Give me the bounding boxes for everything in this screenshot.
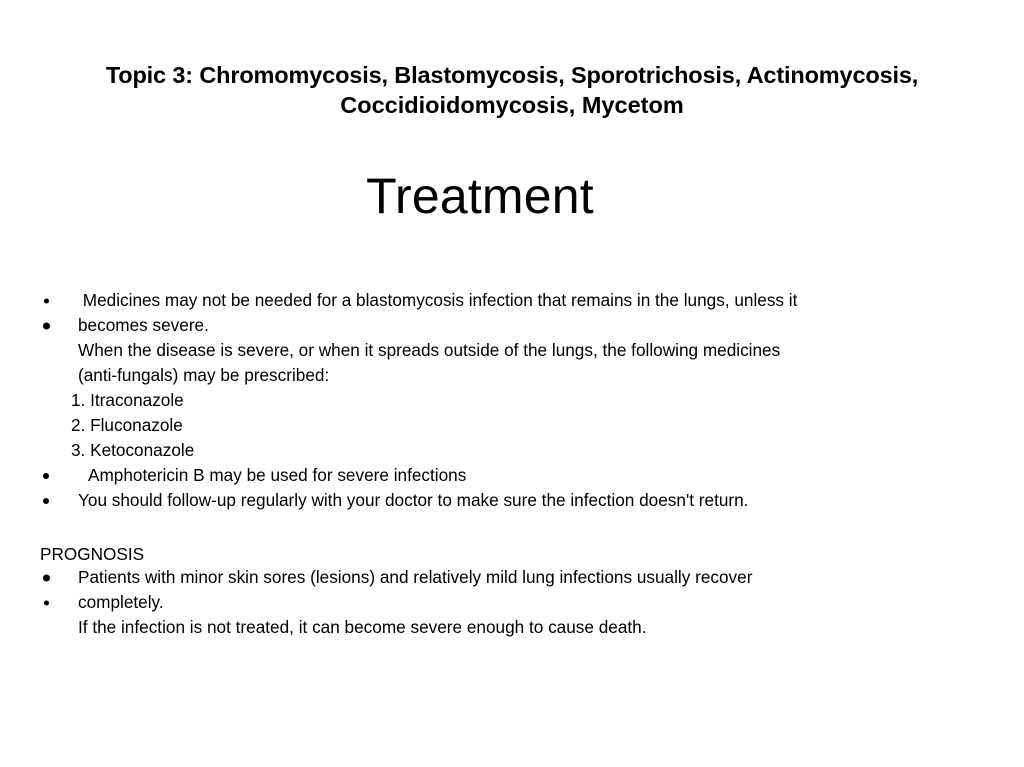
treatment-content-block [0, 288, 1024, 513]
list-item [0, 565, 1024, 590]
bullet-icon [43, 473, 49, 479]
list-item-label: Amphotericin B may be used for severe infections [88, 465, 467, 485]
list-item-label: If the infection is not treated, it can become severe enough to cause death. [78, 617, 647, 637]
bullet-icon [44, 600, 49, 605]
page-title: Treatment [366, 168, 594, 224]
bullet-icon [43, 322, 50, 329]
list-item [0, 413, 1024, 438]
list-item-label: Medicines may not be needed for a blastomycosis infection that remains in the lungs, unless it [78, 290, 798, 310]
list-item-label: Patients with minor skin sores (lesions) and relatively mild lung infections usually recover [78, 567, 753, 587]
bullet-icon [43, 498, 49, 504]
slide-title [30, 60, 994, 120]
bullet-icon [44, 298, 49, 303]
list-item-label: 1. Itraconazole [71, 390, 184, 410]
bullet-icon [43, 574, 50, 581]
prognosis-section-label: PROGNOSIS [40, 544, 145, 564]
list-item-label: (anti-fungals) may be prescribed: [78, 365, 330, 385]
list-item-label: completely. [78, 592, 164, 612]
list-item [0, 288, 1024, 313]
slide-title-line-1: Topic 3: Chromomycosis, Blastomycosis, Sporotrichosis, Actinomycosis, [105, 62, 919, 88]
list-item-label: When the disease is severe, or when it spreads outside of the lungs, the following medicines [78, 340, 781, 360]
list-item [0, 338, 1024, 363]
list-item-label: becomes severe. [78, 315, 209, 335]
list-item [0, 488, 1024, 513]
list-item [0, 463, 1024, 488]
list-item [0, 363, 1024, 388]
list-item [0, 615, 1024, 640]
list-item [0, 313, 1024, 338]
prognosis-content-block [0, 543, 1024, 640]
list-item [0, 388, 1024, 413]
list-item-label: You should follow-up regularly with your doctor to make sure the infection doesn't return. [78, 490, 749, 510]
list-item-label: 2. Fluconazole [71, 415, 183, 435]
list-item [0, 590, 1024, 615]
list-item-label: 3. Ketoconazole [71, 440, 195, 460]
list-item [0, 438, 1024, 463]
prognosis-section-heading [0, 543, 1024, 565]
slide-title-line-2: Coccidioidomycosis, Mycetom [340, 92, 684, 118]
